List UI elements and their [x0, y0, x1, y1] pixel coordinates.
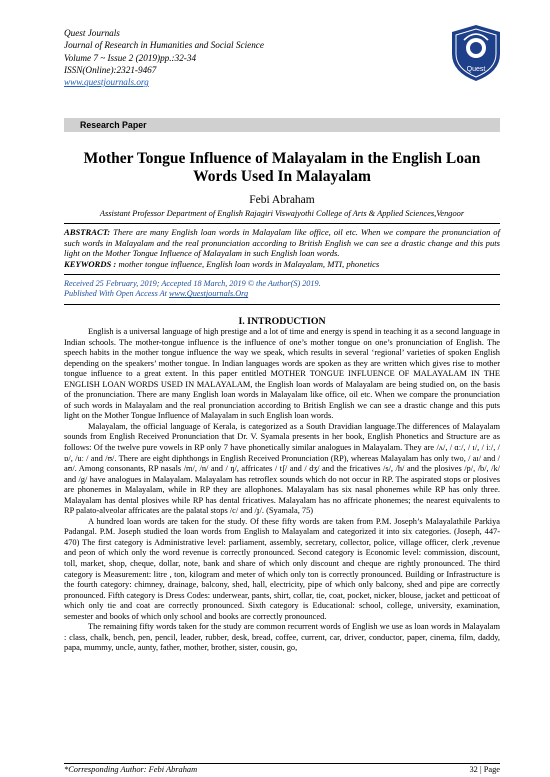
page-number: 32 | Page: [469, 765, 500, 774]
author-affiliation: Assistant Professor Department of English Rajagiri Viswajyothi College of Arts & Applied Sciences,Vengoor: [99, 209, 465, 218]
keywords-text: mother tongue influence, English loan words in Malayalam, MTI, phonetics: [118, 258, 380, 269]
paper-title: Mother Tongue Influence of Malayalam in the English Loan Words Used In Malayalam: [83, 150, 481, 185]
journal-url-link[interactable]: www.questjournals.org: [64, 77, 149, 88]
volume-info: Volume 7 ~ Issue 2 (2019)pp.:32-34: [64, 52, 197, 63]
page-footer: [64, 765, 500, 774]
paragraph: A hundred loan words are taken for the study. Of these fifty words are taken from P.M. Joseph’s Malayalathile Parkiya Padangal. P.M. Joseph studied the loan words from English to Malayalam and categorized it into six categories. (Joseph, 447-470) The first category is Administrative level: parliament, assembly, secretary, collector, police, village officer, clerk ,revenue and peon of which only the word revenue is correctly pronounced. Second category is Economic level: commission, discount, toll, market, shop, cheque, dollar, note, bank and share of which only discount and cheque are rightly pronounced. The third category is Measurement: litre , ton, kilogram and meter of which only ton is correctly pronounced. Building or Infrastructure is the fourth category: chimney, drainage, balcony, shed, hall, electricity, pipe of which only balcony, shed and pipe are correctly pronounced. Fifth category is Dress Codes: underwear, pants, shirt, collar, tie, coat, pocket, nicker, blouse, jacket and petticoat of which only tie and coat are correctly pronounced. Sixth category is Educational: school, college, university, examination, semester and books of which only school and books are correctly pronounced.: [64, 516, 500, 621]
paragraph: English is a universal language of high prestige and a lot of time and energy is spend in teaching it as a second language in Indian schools. The mother-tongue influence is the influence of one’s mother tongue on one’s pronunciation of English. The speech habits in the mother tongue influence the way we speak, which results in several ‘regional’ varieties of spoken English depending on the speakers’ mother tongue. In Indian languages words are spoken as they are written which gives rise to mother tongue influence to a great extent. In this paper entitled MOTHER TONGUE INFLUENCE OF MALAYALAM IN THE ENGLISH LOAN WORDS USED IN MALAYALAM, the English loan words of Malayalam are being studied on, on the basis of the pronunciation. There are many English loan words in Malayalam like office, oil etc. When we compare the pronunciation of such words in Malayalam and the real pronunciation according to British English we can see a drastic change and this puts light on the Mother Tongue Influence of Malayalam in such English loan words.: [64, 327, 500, 421]
publisher-link[interactable]: www.Questjournals.Org: [168, 289, 249, 299]
journal-full-name: Journal of Research in Humanities and Social Science: [64, 40, 264, 51]
divider-footer: [64, 763, 500, 764]
logo-text: Quest: [466, 66, 486, 73]
body-text: [64, 327, 500, 654]
issn: ISSN(Online):2321-9467: [64, 64, 157, 75]
paragraph: The remaining fifty words taken for the study are common recurrent words of English we use as loan words in Malayalam : class, chalk, bench, pen, pencil, leader, rubber, desk, bread, coffee, current, car, driver, conductor, paper, cinema, film, daddy, papa, mummy, uncle, aunty, father, mother, brother, sister, cousin, go,: [64, 622, 500, 653]
paragraph: Malayalam, the official language of Kerala, is categorized as a South Dravidian language.The differences of Malayalam sounds from English Received Pronunciation that Dr. V. Syamala presents in her book, English Phonetics and Structure are as follows: Of the twelve pure vowels in RP only 7 have phonetically similar analogues in Malayalam. They are /ʌ/, / ɑː/, / ɪ/, / iː/, / ɒ/, /uː / and /ʊ/. There are eight diphthongs in English Received Pronunciation (RP), whereas Malayalam has only two, / aɪ/ and / aʊ/. Among consonants, RP nasals /m/, /n/ and / ŋ/, affricates / tʃ/ and / dʒ/ and the fricatives /s/, /h/ and the plosives /p/, /b/, /k/ and /g/ have analogues in Malayalam. Malayalam has retroflex sounds which do not occur in RP. The aspirated stops or plosives are phonemes in Malayalam, while in RP they are allophones. Malayalam has six nasal phonemes while RP has only three. Malayalam has dental plosives while RP has dental fricatives. Malayalam has no affricate phonemes; the nearest equivalents to RP palato-alveolar affricates are the palatal stops /c/ and /ɟ/. (Syamala, 75): [64, 421, 500, 516]
received-accepted: Received 25 February, 2019; Accepted 18 March, 2019 © the Author(S) 2019.: [64, 279, 321, 288]
journal-header: [64, 27, 264, 88]
divider-top: [64, 223, 500, 224]
keywords-label: KEYWORDS :: [64, 258, 117, 269]
divider-dates: [64, 304, 500, 305]
abstract-text: There are many English loan words in Malayalam like office, oil etc. When we compare the pronunciation of such words in Malayalam and the real pronunciation according to British English we can see a drastic change and this puts light on the Mother Tongue Influence of Malayalam in such English loan words.: [64, 227, 500, 259]
divider-abstract: [64, 274, 500, 275]
section-heading: I. INTRODUCTION: [238, 316, 326, 327]
author-name: Febi Abraham: [249, 194, 315, 206]
paper-type-band: Research Paper: [64, 118, 500, 132]
abstract: [64, 227, 500, 269]
published-prefix: Published With Open Access At: [64, 289, 169, 299]
journal-name: Quest Journals: [64, 28, 120, 38]
quest-logo-icon: [450, 24, 502, 82]
abstract-label: ABSTRACT:: [64, 227, 111, 237]
corresponding-author: *Corresponding Author: Febi Abraham: [64, 765, 198, 774]
publication-dates: [64, 279, 500, 300]
